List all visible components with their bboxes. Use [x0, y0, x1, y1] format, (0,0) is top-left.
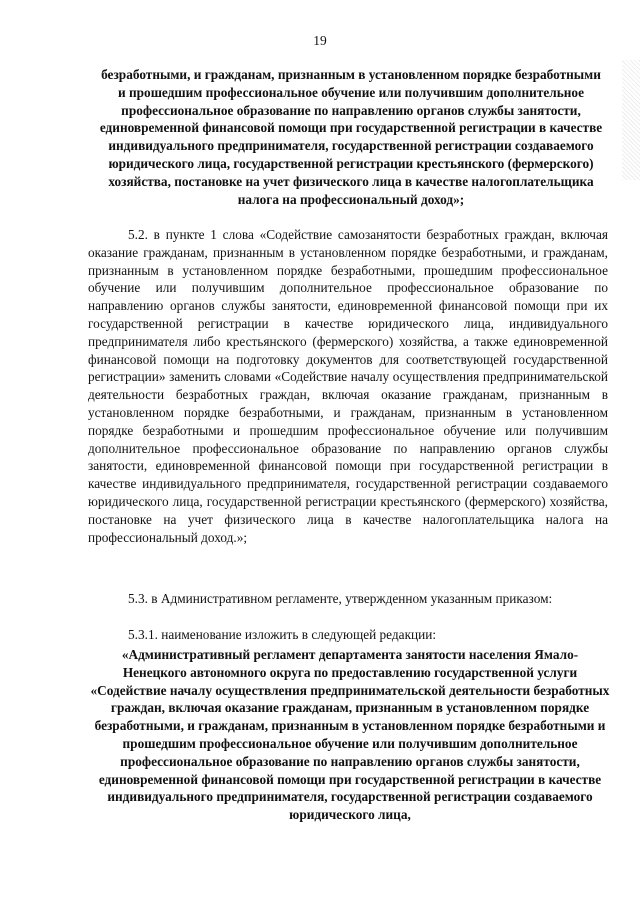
paragraph-5-3: [88, 590, 608, 608]
paragraph-5-3-1: [88, 626, 608, 644]
paragraph-5-3-text: 5.3. в Административном регламенте, утвержденном указанным приказом:: [128, 591, 553, 606]
paragraph-5-2: [88, 226, 608, 546]
bold-heading-continuation: [96, 66, 606, 208]
paragraph-5-3-1-text: 5.3.1. наименование изложить в следующей редакции:: [128, 627, 437, 642]
bold-heading-text: безработными, и гражданам, признанным в установленном порядке безработными и прошедшим профессиональное обучение или получившим дополнительное профессиональное образование по направлению органов службы занятости, единовременной финансовой помощи при государственной регистрации в качестве индивидуального предпринимателя, государственной регистрации создаваемого юридического лица, государственной регистрации крестьянского (фермерского) хозяйства, постановке на учет физического лица в качестве налогоплательщика налога на профессиональный доход»;: [99, 67, 603, 207]
bold-regulation-title: [90, 646, 610, 824]
page-number: 19: [313, 33, 327, 48]
paragraph-5-2-text: 5.2. в пункте 1 слова «Содействие самозанятости безработных граждан, включая оказание гражданам, признанным в установленном порядке безработными, и гражданам, признанным в установленном порядке безработными, прошедшим профессиональное обучение или получившим дополнительное профессиональное образование по направлению органов службы занятости, единовременной финансовой помощи при их государственной регистрации в качестве юридического лица, индивидуального предпринимателя либо крестьянского (фермерского) хозяйства, а также единовременной финансовой помощи на подготовку документов для соответствующей государственной регистрации» заменить словами «Содействие началу осуществления предпринимательской деятельности безработных граждан, включая оказание гражданам, признанным в установленном порядке безработными, и гражданам, признанным в установленном порядке безработными и прошедшим профессиональное обучение или получившим дополнительное профессиональное образование по направлению органов службы занятости, единовременной финансовой помощи при государственной регистрации в качестве индивидуального предпринимателя, государственной регистрации создаваемого юридического лица, государственной регистрации крестьянского (фермерского) хозяйства, постановке на учет физического лица в качестве налогоплательщика налога на профессиональный доход.»;: [88, 227, 608, 545]
scan-artifact: [622, 60, 640, 180]
bold-regulation-title-text: «Административный регламент департамента занятости населения Ямало-Ненецкого автономного округа по предоставлению государственной услуги «Содействие началу осуществления предпринимательской деятельности безработных граждан, включая оказание гражданам, признанным в установленном порядке безработными, и гражданам, признанным в установленном порядке безработными и прошедшим профессиональное обучение или получившим дополнительное профессиональное образование по направлению органов службы занятости, единовременной финансовой помощи при государственной регистрации в качестве индивидуального предпринимателя, государственной регистрации создаваемого юридического лица,: [90, 647, 610, 823]
